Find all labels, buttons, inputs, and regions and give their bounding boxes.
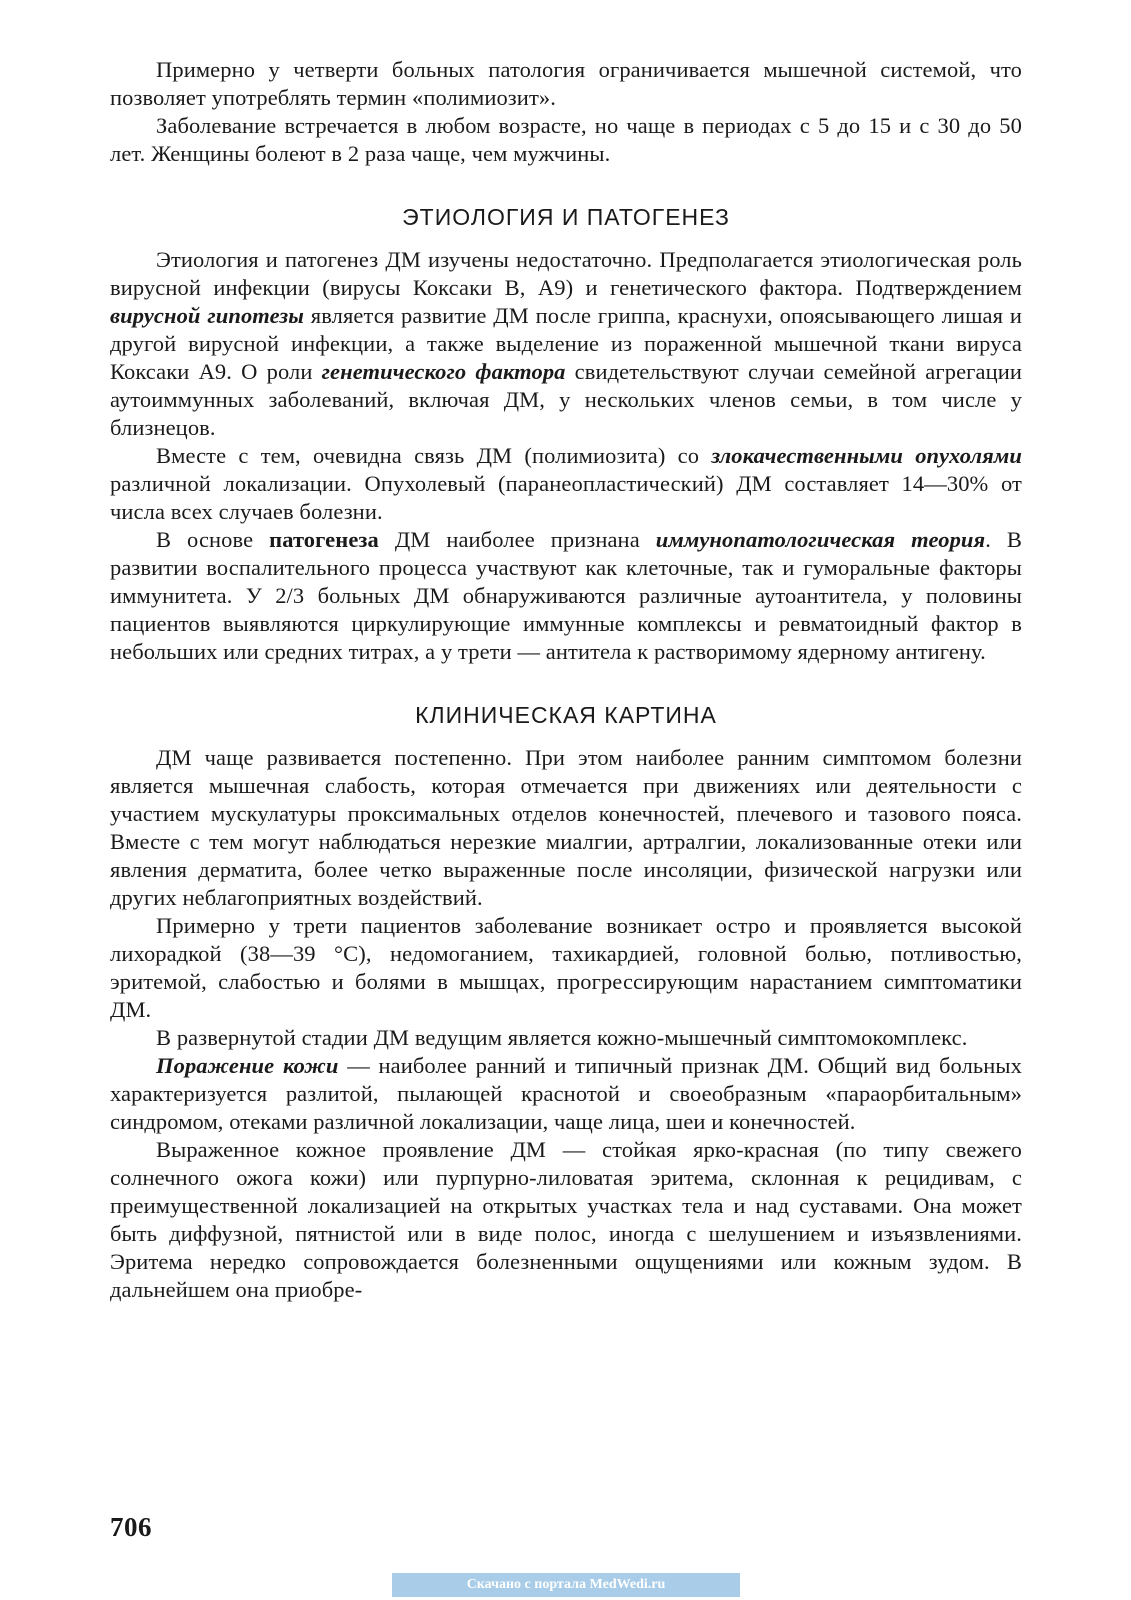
- paragraph-etiology: Этиология и патогенез ДМ изучены недостаточно. Предполагается этиологическая роль вирусной инфекции (вирусы Коксаки В, А9) и генетического фактора. Подтверждением вирусной гипотезы является развитие ДМ после гриппа, краснухи, опоясывающего лишая и другой вирусной инфекции, а также выделение из пораженной мышечной ткани вируса Коксаки А9. О роли генетического фактора свидетельствуют случаи семейной агрегации аутоиммунных заболеваний, включая ДМ, у нескольких членов семьи, в том числе у близнецов.: [110, 247, 1022, 440]
- paragraph-polymyositis: Примерно у четверти больных патология ограничивается мышечной системой, что позволяет употреблять термин «полимиозит».: [110, 57, 1022, 110]
- heading-etiology: ЭТИОЛОГИЯ И ПАТОГЕНЕЗ: [402, 204, 730, 230]
- paragraph-erythema: Выраженное кожное проявление ДМ — стойкая ярко-красная (по типу свежего солнечного ожога кожи) или пурпурно-лиловатая эритема, склонная к рецидивам, с преимущественной локализацией на открытых участках тела и над суставами. Она может быть диффузной, пятнистой или в виде полос, иногда с шелушением и изъязвлениями. Эритема нередко сопровождается болезненными ощущениями или кожным зудом. В дальнейшем она приобре-: [110, 1137, 1022, 1302]
- emphasis-skin-lesion: Поражение кожи: [156, 1053, 339, 1078]
- emphasis-malignant-tumors: злокачественными опухолями: [711, 443, 1022, 468]
- emphasis-viral-hypothesis: вирусной гипотезы: [110, 303, 304, 328]
- page-number: 706: [110, 1512, 152, 1542]
- emphasis-pathogenesis: патогенеза: [269, 527, 379, 552]
- paragraph-tumors: Вместе с тем, очевидна связь ДМ (полимиозита) со злокачественными опухолями различной локализации. Опухолевый (паранеопластический) ДМ составляет 14—30% от числа всех случаев болезни.: [110, 443, 1022, 524]
- paragraph-pathogenesis: В основе патогенеза ДМ наиболее признана иммунопатологическая теория. В развитии воспалительного процесса участвуют как клеточные, так и гуморальные факторы иммунитета. У 2/3 больных ДМ обнаруживаются различные аутоантитела, у половины пациентов выявляются циркулирующие иммунные комплексы и ревматоидный фактор в небольших или средних титрах, а у трети — антитела к растворимому ядерному антигену.: [110, 527, 1023, 664]
- paragraph-advanced-stage: В развернутой стадии ДМ ведущим является кожно-мышечный симптомокомплекс.: [156, 1025, 968, 1050]
- download-source-banner: Скачано с портала MedWedi.ru: [392, 1573, 740, 1597]
- emphasis-immunopathology-theory: иммунопатологическая теория: [655, 527, 986, 552]
- emphasis-genetic-factor: генетического фактора: [321, 359, 566, 384]
- paragraph-age-sex: Заболевание встречается в любом возрасте, но чаще в периодах с 5 до 15 и с 30 до 50 лет. Женщины болеют в 2 раза чаще, чем мужчины.: [110, 113, 1022, 166]
- heading-clinical-picture: КЛИНИЧЕСКАЯ КАРТИНА: [415, 702, 717, 728]
- paragraph-acute-onset: Примерно у трети пациентов заболевание возникает остро и проявляется высокой лихорадкой (38—39 °С), недомоганием, тахикардией, головной болью, потливостью, эритемой, слабостью и болями в мышцах, прогрессирующим нарастанием симптоматики ДМ.: [110, 913, 1022, 1022]
- paragraph-onset: ДМ чаще развивается постепенно. При этом наиболее ранним симптомом болезни является мышечная слабость, которая отмечается при движениях или деятельности с участием мускулатуры проксимальных отделов конечностей, плечевого и тазового пояса. Вместе с тем могут наблюдаться нерезкие миалгии, артралгии, локализованные отеки или явления дерматита, более четко выраженные после инсоляции, физической нагрузки или других неблагоприятных воздействий.: [110, 745, 1022, 910]
- paragraph-skin-lesion: Поражение кожи — наиболее ранний и типичный признак ДМ. Общий вид больных характеризуется разлитой, пылающей краснотой и своеобразным «параорбитальным» синдромом, отеками различной локализации, чаще лица, шеи и конечностей.: [110, 1053, 1022, 1134]
- text-column: [110, 56, 1022, 1304]
